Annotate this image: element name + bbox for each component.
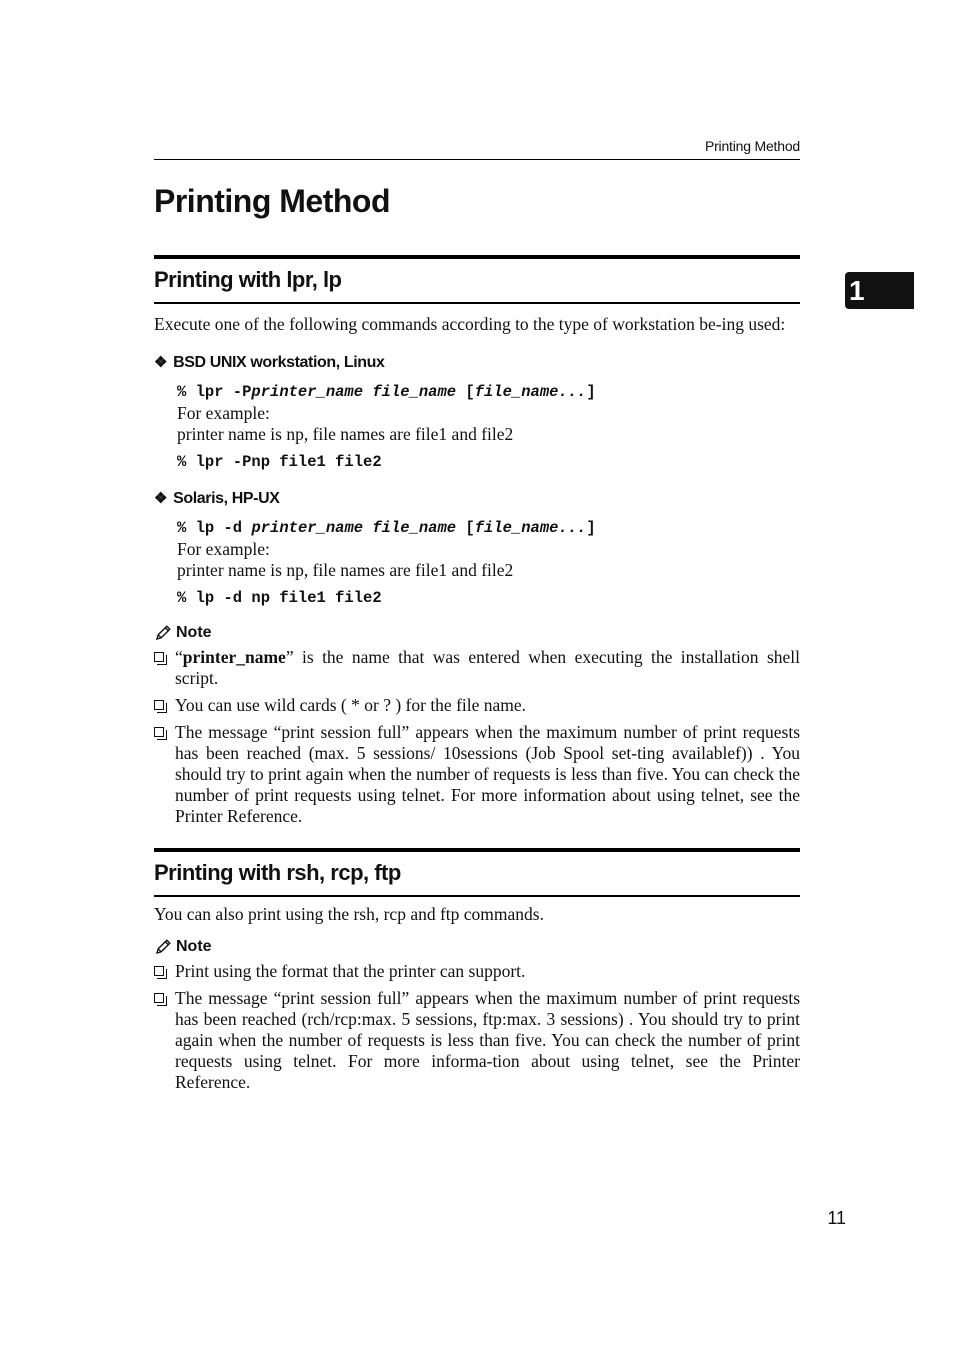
note-text	[175, 647, 800, 689]
example-label: For example:	[177, 403, 270, 423]
main-content	[154, 178, 800, 1093]
section-intro-rsh: You can also print using the rsh, rcp and ftp commands.	[154, 904, 544, 924]
cmd-bracket-close: ]	[586, 383, 596, 401]
bsd-example-command: % lpr -Pnp file1 file2	[177, 453, 382, 471]
checkbox-icon	[154, 727, 164, 737]
checkbox-icon	[154, 993, 164, 1003]
note-item	[154, 647, 800, 689]
solaris-block	[177, 518, 800, 609]
diamond-icon: ❖	[154, 490, 168, 507]
cmd-prefix: % lp -d	[177, 519, 243, 537]
example-description: printer name is np, file names are file1 and file2	[177, 560, 514, 580]
cmd-bracket-close: ]	[586, 519, 596, 537]
pencil-icon	[154, 624, 172, 642]
example-label: For example:	[177, 539, 270, 559]
note-term: printer_name	[182, 647, 286, 667]
subheading-solaris-label: Solaris, HP-UX	[173, 490, 280, 507]
section-heading-rsh: Printing with rsh, rcp, ftp	[154, 848, 800, 897]
note-label: Note	[176, 624, 212, 641]
chapter-tab: 1	[845, 272, 914, 309]
diamond-icon: ❖	[154, 354, 168, 371]
quote-mark: “	[175, 647, 183, 667]
cmd-arg-files: file_name...	[474, 519, 587, 537]
subheading-solaris	[154, 489, 800, 509]
checkbox-icon	[154, 652, 164, 662]
cmd-prefix: % lpr -P	[177, 383, 252, 401]
note-item	[154, 988, 800, 1093]
note-text: The message “print session full” appears when the maximum number of print requests has been reached (max. 5 sessions/ 10sessions (Job Spool set-ting availablef)) . You should try to print again when the number of requests is less than five. You can check the number of print requests using telnet. For more information about using telnet, see the Printer Reference.	[175, 722, 800, 826]
cmd-arg-printer: printer_name	[251, 383, 364, 401]
cmd-arg-file: file_name	[372, 519, 457, 537]
note-item	[154, 722, 800, 827]
cmd-bracket-open: [	[465, 519, 475, 537]
note-text: You can use wild cards ( * or ? ) for the file name.	[175, 695, 527, 715]
pencil-icon	[154, 938, 172, 956]
cmd-arg-printer: printer_name	[251, 519, 364, 537]
section-intro-lpr: Execute one of the following commands according to the type of workstation be-ing used:	[154, 314, 786, 334]
note-text-rest: ” is the name that was entered when executing the installation shell script.	[175, 647, 800, 688]
checkbox-icon	[154, 966, 164, 976]
page-title: Printing Method	[154, 183, 391, 219]
section-heading-lpr: Printing with lpr, lp	[154, 255, 800, 304]
solaris-example-command: % lp -d np file1 file2	[177, 589, 382, 607]
subheading-bsd-label: BSD UNIX workstation, Linux	[173, 354, 385, 371]
note-item	[154, 695, 800, 716]
cmd-bracket-open: [	[465, 383, 475, 401]
bsd-command-syntax	[177, 382, 800, 403]
running-head: Printing Method	[704, 138, 800, 154]
note-text: Print using the format that the printer can support.	[175, 961, 526, 981]
subheading-bsd	[154, 353, 800, 373]
page-number: 11	[827, 1208, 846, 1228]
solaris-command-syntax	[177, 518, 800, 539]
note-text: The message “print session full” appears when the maximum number of print requests has been reached (rch/rcp:max. 5 sessions, ftp:max. 3 sessions) . You should try to print again when the number of requests is less than five. You can check the number of print requests using telnet. For more informa-tion about using telnet, see the Printer Reference.	[175, 988, 800, 1092]
cmd-arg-files: file_name...	[474, 383, 587, 401]
note-heading	[154, 623, 800, 643]
checkbox-icon	[154, 700, 164, 710]
example-description: printer name is np, file names are file1 and file2	[177, 424, 514, 444]
note-heading	[154, 937, 800, 957]
cmd-arg-file: file_name	[372, 383, 457, 401]
header-rule	[154, 159, 800, 160]
note-item	[154, 961, 800, 982]
bsd-block	[177, 382, 800, 473]
note-label: Note	[176, 938, 212, 955]
